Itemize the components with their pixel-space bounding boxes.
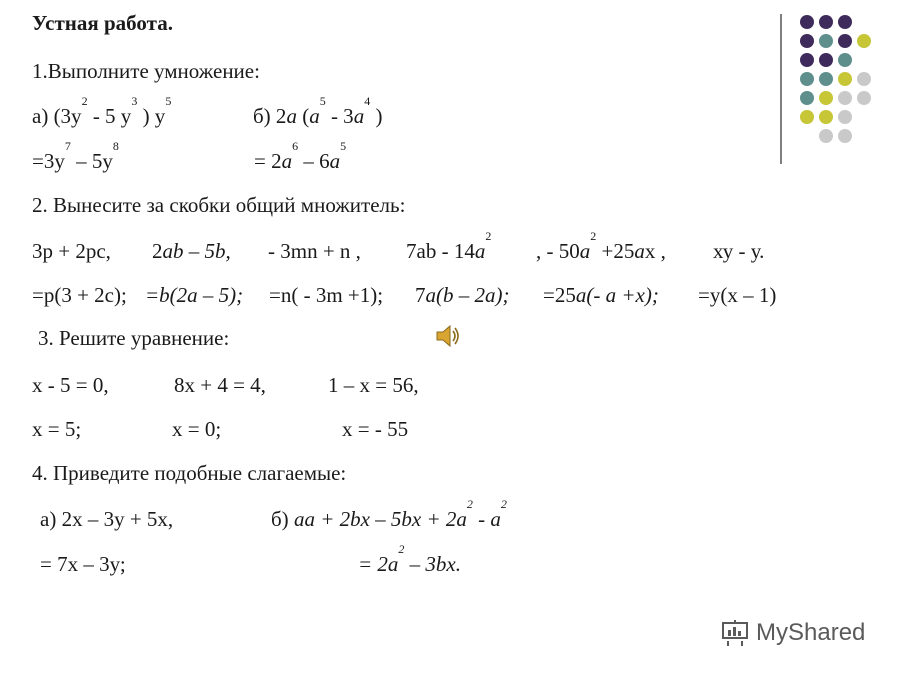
task2-answer-1: =р(3 + 2с); xyxy=(32,283,127,307)
decorative-dot xyxy=(838,110,852,124)
decorative-dot xyxy=(857,72,871,86)
decorative-dot xyxy=(838,129,852,143)
task2-heading: 2. Вынесите за скобки общий множитель: xyxy=(32,193,406,217)
decorative-dot xyxy=(819,72,833,86)
decorative-dot xyxy=(857,34,871,48)
task1-answer-b: = $2а^6 - 6а^5$ xyxy=(254,139,347,173)
decorative-dot xyxy=(819,110,833,124)
decorative-divider xyxy=(780,14,782,164)
task2-problem-3: - 3mn + n , xyxy=(268,239,361,263)
task3-equation-1: х - 5 = 0, xyxy=(32,373,109,397)
task3-equation-2: 8х + 4 = 4, xyxy=(174,373,266,397)
task3-answers xyxy=(32,416,632,444)
task3-heading: 3. Решите уравнение: xyxy=(38,326,230,350)
task2-problem-1: 3р + 2рс, xyxy=(32,239,111,263)
slide-title: Устная работа. xyxy=(32,11,173,35)
task1-answer-a: $=3у^7 - 5у^8$ xyxy=(32,139,119,173)
task4-answers xyxy=(40,542,740,579)
task2-answer-5: =25а(- а +х); xyxy=(543,283,659,307)
task4-problem-a: а) 2х – 3у + 5х, xyxy=(40,507,174,531)
task2-problem-6: ху - у. xyxy=(713,239,765,263)
decorative-dot xyxy=(800,53,814,67)
task2-answers xyxy=(32,282,852,310)
decorative-dot xyxy=(838,15,852,29)
decorative-dot xyxy=(819,91,833,105)
task2-problem-4: $7аb - 14а^2$ xyxy=(406,229,492,263)
decorative-dot xyxy=(800,34,814,48)
decorative-dot xyxy=(800,91,814,105)
decorative-dot xyxy=(819,34,833,48)
decorative-dot xyxy=(819,15,833,29)
task2-answer-2: =b(2а – 5); xyxy=(145,283,244,307)
decorative-dot xyxy=(838,34,852,48)
watermark-text: MyShared xyxy=(756,619,866,646)
decorative-dot xyxy=(838,72,852,86)
decorative-dot xyxy=(838,53,852,67)
decorative-dot xyxy=(819,129,833,143)
watermark xyxy=(720,618,865,648)
task3-answer-1: х = 5; xyxy=(32,417,82,441)
task1-problem-a: а) ($3у^2 - 5$ $у^3$ ) $у^5$ xyxy=(32,94,172,128)
decorative-dot xyxy=(857,91,871,105)
task3-equations xyxy=(32,372,632,400)
task4-answer-b: = $2а^2 - 3bх$. xyxy=(358,542,461,576)
task1-problem-b: б) 2а ($а^5 - 3а^4$ ) xyxy=(253,94,383,128)
task1-heading: 1.Выполните умножение: xyxy=(32,59,260,83)
task2-problems xyxy=(32,229,852,266)
decorative-dot xyxy=(800,110,814,124)
task4-problems xyxy=(40,497,740,534)
task2-answer-4: 7а(b – 2а); xyxy=(415,283,510,307)
decorative-dot xyxy=(838,91,852,105)
task1-problems xyxy=(32,94,632,131)
task2-answer-6: =у(х – 1) xyxy=(698,283,777,307)
task4-heading: 4. Приведите подобные слагаемые: xyxy=(32,461,347,485)
presentation-icon xyxy=(720,619,750,647)
decorative-dot xyxy=(819,53,833,67)
task4-problem-b: б) аа + $2bх - 5bх + 2а^2 - а^2$ xyxy=(271,497,507,531)
task1-answers xyxy=(32,139,632,176)
decorative-dot xyxy=(800,15,814,29)
task3-answer-2: х = 0; xyxy=(172,417,222,441)
decorative-dot-grid xyxy=(797,12,887,152)
task3-answer-3: х = - 55 xyxy=(342,417,409,441)
speaker-icon[interactable] xyxy=(433,321,463,351)
task2-answer-3: =n( - 3m +1); xyxy=(269,283,384,307)
task3-equation-3: 1 – х = 56, xyxy=(328,373,419,397)
task2-problem-5: , - $50а^2 +25ах$ , xyxy=(536,229,666,263)
decorative-dot xyxy=(800,72,814,86)
task4-answer-a: = 7х – 3у; xyxy=(40,552,126,576)
task2-problem-2: 2аb – 5b, xyxy=(152,239,231,263)
